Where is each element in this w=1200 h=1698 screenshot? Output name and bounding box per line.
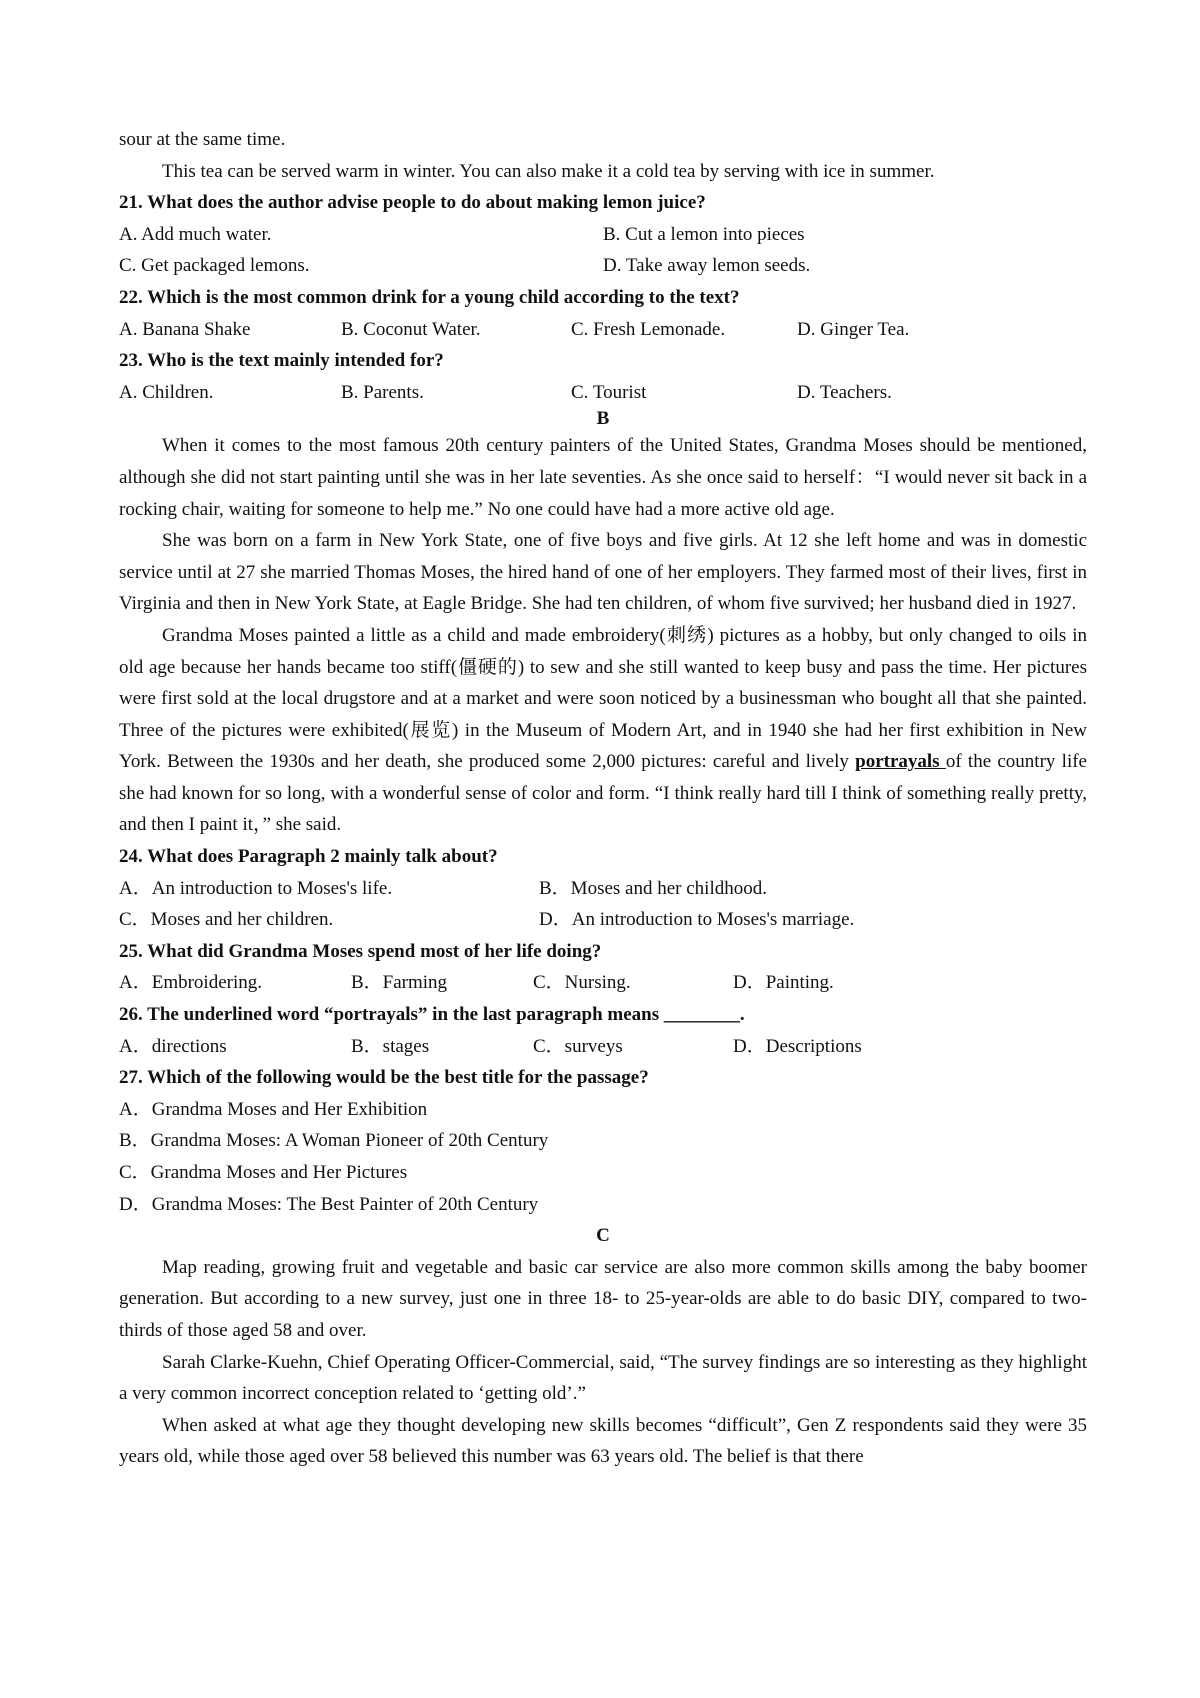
section-b-paragraph-2: She was born on a farm in New York State, one of five boys and five girls. At 12 she left home and was in domestic service until at 27 she married Thomas Moses, the hired hand of one of her employers. They farmed most of their lives, first in Virginia and then in New York State, at Eagle Bridge. She had ten children, of whom five survived; her husband died in 1927. (119, 530, 1087, 615)
question-22 (119, 282, 1087, 345)
option-b: B．Grandma Moses: A Woman Pioneer of 20th Century (119, 1130, 549, 1152)
section-b-paragraph-3 (119, 620, 1087, 841)
section-c-heading: C (596, 1225, 610, 1247)
question-stem: 25. What did Grandma Moses spend most of her life doing? (119, 940, 602, 962)
option-a: A．An introduction to Moses's life. (119, 877, 393, 899)
option-a: A. Children. (119, 381, 214, 403)
passage-a-closing-paragraph: This tea can be served warm in winter. You can also make it a cold tea by serving with ice in summer. (162, 160, 935, 182)
option-c: C．Grandma Moses and Her Pictures (119, 1162, 408, 1183)
option-d: D. Teachers. (797, 381, 892, 403)
option-d: D．An introduction to Moses's marriage. (539, 909, 855, 931)
option-c: C．Nursing. (533, 972, 631, 994)
option-b: B．stages (351, 1035, 430, 1057)
option-c: C．surveys (533, 1035, 623, 1057)
option-d: D. Ginger Tea. (797, 318, 910, 340)
option-c: C．Moses and her children. (119, 909, 334, 931)
section-c-paragraph-3: When asked at what age they thought developing new skills becomes “difficult”, Gen Z respondents said they were 35 years old, while those aged over 58 believed this number was 63 years old. The belief is that there (119, 1414, 1087, 1468)
option-d: D. Take away lemon seeds. (603, 255, 811, 277)
paragraph-text: Grandma Moses painted a little as a child and made embroidery(刺绣) pictures as a hobby, but only changed to oils in old age because her hands became too stiff(僵硬的) to sew and she still wanted to keep busy and pass the time. Her pictures were first sold at the local drugstore and at a market and were soon noticed by a businessman who bought all that she painted. Three of the pictures were exhibited(展览) in the Museum of Modern Art, and in 1940 she had her first exhibition in New York. Between the 1930s and her death, she produced some 2,000 pictures: careful and lively (119, 624, 1087, 773)
option-a: A. Banana Shake (119, 318, 251, 340)
question-stem: 24. What does Paragraph 2 mainly talk about? (119, 846, 498, 868)
option-b: B．Moses and her childhood. (539, 877, 767, 899)
section-c-paragraph-1: Map reading, growing fruit and vegetable and basic car service are also more common skills among the baby boomer generation. But according to a new survey, just one in three 18- to 25-year-olds are able to do basic DIY, compared to two-thirds of those aged 58 and over. (119, 1256, 1087, 1341)
option-b: B. Parents. (341, 381, 424, 403)
option-c: C. Fresh Lemonade. (571, 318, 726, 340)
option-a: A. Add much water. (119, 223, 272, 245)
option-c: C. Get packaged lemons. (119, 255, 310, 277)
option-b: B. Cut a lemon into pieces (603, 223, 805, 245)
option-c: C. Tourist (571, 381, 647, 403)
question-stem: 21. What does the author advise people to do about making lemon juice? (119, 192, 706, 214)
question-26 (119, 999, 1087, 1062)
question-27 (119, 1062, 1087, 1220)
option-b: B．Farming (351, 972, 448, 994)
question-stem: 27. Which of the following would be the best title for the passage? (119, 1067, 649, 1089)
question-stem: 26. The underlined word “portrayals” in the last paragraph means ________. (119, 1004, 745, 1026)
question-21 (119, 187, 1087, 282)
question-23 (119, 345, 1087, 408)
question-stem: 22. Which is the most common drink for a young child according to the text? (119, 286, 740, 308)
question-stem: 23. Who is the text mainly intended for? (119, 350, 444, 372)
section-b-paragraph-1: When it comes to the most famous 20th century painters of the United States, Grandma Moses should be mentioned, although she did not start painting until she was in her late seventies. As she once said to herself：“I would never sit back in a rocking chair, waiting for someone to help me.” No one could have had a more active old age. (119, 435, 1087, 520)
option-a: A．Embroidering. (119, 972, 263, 994)
option-b: B. Coconut Water. (341, 318, 481, 340)
section-b-heading: B (596, 408, 610, 430)
exam-page (119, 124, 1087, 1473)
underlined-word: portrayals (855, 751, 946, 773)
option-a: A．directions (119, 1035, 227, 1057)
option-d: D．Grandma Moses: The Best Painter of 20th Century (119, 1193, 539, 1215)
section-c-paragraph-2: Sarah Clarke-Kuehn, Chief Operating Officer-Commercial, said, “The survey findings are so interesting as they highlight a very common incorrect conception related to ‘getting old’.” (119, 1351, 1087, 1405)
option-a: A．Grandma Moses and Her Exhibition (119, 1098, 428, 1120)
passage-a-last-line: sour at the same time. (119, 129, 286, 150)
question-24 (119, 841, 1087, 936)
question-25 (119, 936, 1087, 999)
option-d: D．Painting. (733, 972, 834, 994)
paragraph-text: of the country life she had known for so long, with a wonderful sense of color and form. “I think really hard till I think of something really pretty, and then I paint it，” she said. (119, 751, 1087, 836)
option-d: D．Descriptions (733, 1035, 862, 1057)
